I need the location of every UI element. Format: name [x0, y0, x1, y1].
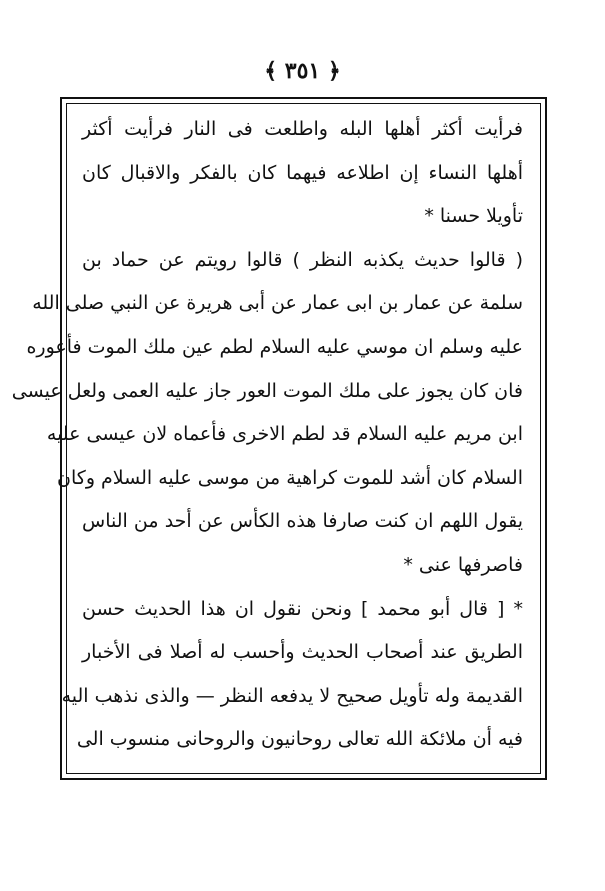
text-line: يقول اللهم ان كنت صارفا هذه الكأس عن أحد من الناس	[82, 510, 523, 533]
text-line: عليه وسلم ان موسي عليه السلام لطم عين ملك الموت فأعوره	[26, 335, 523, 358]
text-line: أهلها النساء إن اطلاعه فيهما كان بالفكر والاقبال كان	[82, 161, 523, 184]
text-line: فيه أن ملائكة الله تعالى روحانيون والروحانى منسوب الى	[76, 728, 523, 751]
text-line: السلام كان أشد للموت كراهية من موسى عليه السلام وكان	[57, 466, 523, 489]
page-number: ﴿ ٣٥١ ﴾	[264, 58, 341, 84]
text-line: القديمة وله تأويل صحيح لا يدفعه النظر — والذى نذهب اليه	[61, 684, 523, 707]
text-block	[11, 108, 523, 762]
text-line: * [ قال أبو محمد ] ونحن نقول ان هذا الحديث حسن	[82, 597, 523, 620]
text-line: الطريق عند أصحاب الحديث وأحسب له أصلا فى الأخبار	[82, 641, 523, 664]
text-line: سلمة عن عمار بن ابى عمار عن أبى هريرة عن النبي صلى الله	[32, 292, 523, 315]
text-line: فرأيت أكثر أهلها البله واطلعت فى النار فرأيت أكثر	[82, 118, 523, 140]
text-line: فاصرفها عنى *	[403, 553, 523, 576]
text-line: ( قالوا حديث يكذبه النظر ) قالوا رويتم عن حماد بن	[82, 248, 523, 271]
text-line: فان كان يجوز على ملك الموت العور جاز عليه العمى ولعل عيسى	[11, 379, 523, 402]
text-line: تأويلا حسنا *	[424, 205, 523, 228]
text-line: ابن مريم عليه السلام قد لطم الاخرى فأعماه لان عيسى عليه	[46, 423, 523, 446]
